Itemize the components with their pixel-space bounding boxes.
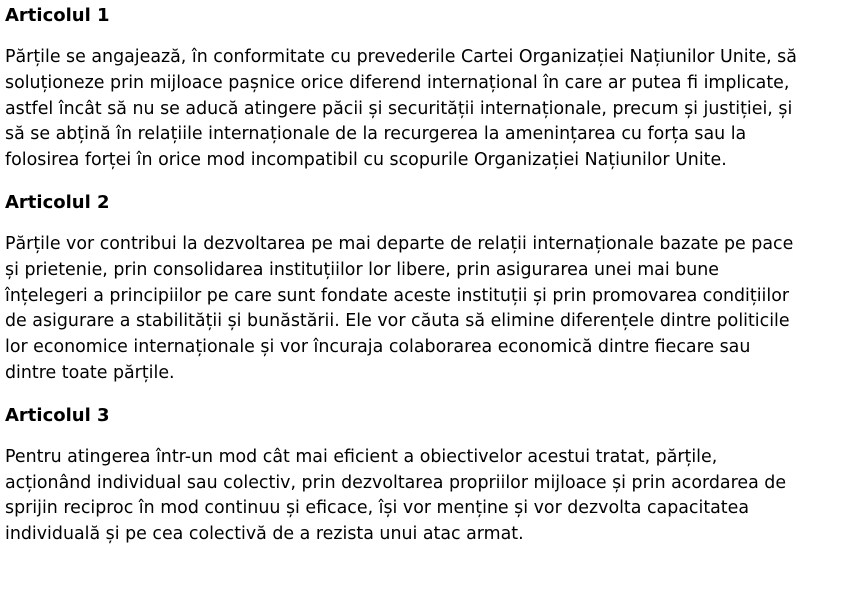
article-heading: Articolul 2	[5, 191, 110, 213]
text-line: folosirea forței în orice mod incompatibil cu scopurile Organizației Națiunilor Unite.	[5, 150, 727, 171]
article-2	[5, 191, 847, 387]
article-heading: Articolul 1	[5, 5, 110, 26]
text-line: înțelegeri a principiilor pe care sunt fondate aceste instituții și prin promovarea condițiilor	[5, 285, 790, 306]
article-heading: Articolul 3	[5, 404, 110, 426]
article-paragraph	[5, 232, 847, 387]
text-line: soluționeze prin mijloace pașnice orice diferend internațional în care ar putea fi implicate,	[5, 72, 790, 93]
text-line: sprijin reciproc în mod continuu și eficace, își vor menține și vor dezvolta capacitatea	[5, 498, 750, 519]
text-line: dintre toate părțile.	[5, 362, 175, 383]
article-paragraph	[5, 45, 847, 174]
text-line: și prietenie, prin consolidarea instituțiilor lor libere, prin asigurarea unei mai bune	[5, 259, 720, 280]
text-line: Pentru atingerea într-un mod cât mai eficient a obiectivelor acestui tratat, părțile,	[5, 446, 718, 467]
text-line: să se abțină în relațiile internaționale de la recurgerea la amenințarea cu forța sau la	[5, 124, 747, 145]
text-line: acționând individual sau colectiv, prin dezvoltarea propriilor mijloace și prin acordarea de	[5, 472, 787, 493]
text-line: lor economice internaționale și vor încuraja colaborarea economică dintre fiecare sau	[5, 337, 751, 358]
article-3	[5, 404, 847, 548]
text-line: individuală și pe cea colectivă de a rezista unui atac armat.	[5, 524, 524, 545]
text-line: astfel încât să nu se aducă atingere păcii și securității internaționale, precum și justiției, și	[5, 98, 793, 119]
text-line: Părțile se angajează, în conformitate cu prevederile Cartei Organizației Națiunilor Unite, să	[5, 47, 797, 67]
text-line: Părțile vor contribui la dezvoltarea pe mai departe de relații internaționale bazate pe pace	[5, 233, 794, 254]
text-line: de asigurare a stabilității și bunăstării. Ele vor căuta să elimine diferențele dintre politicile	[5, 311, 790, 332]
article-1	[5, 4, 847, 174]
article-paragraph	[5, 445, 847, 548]
